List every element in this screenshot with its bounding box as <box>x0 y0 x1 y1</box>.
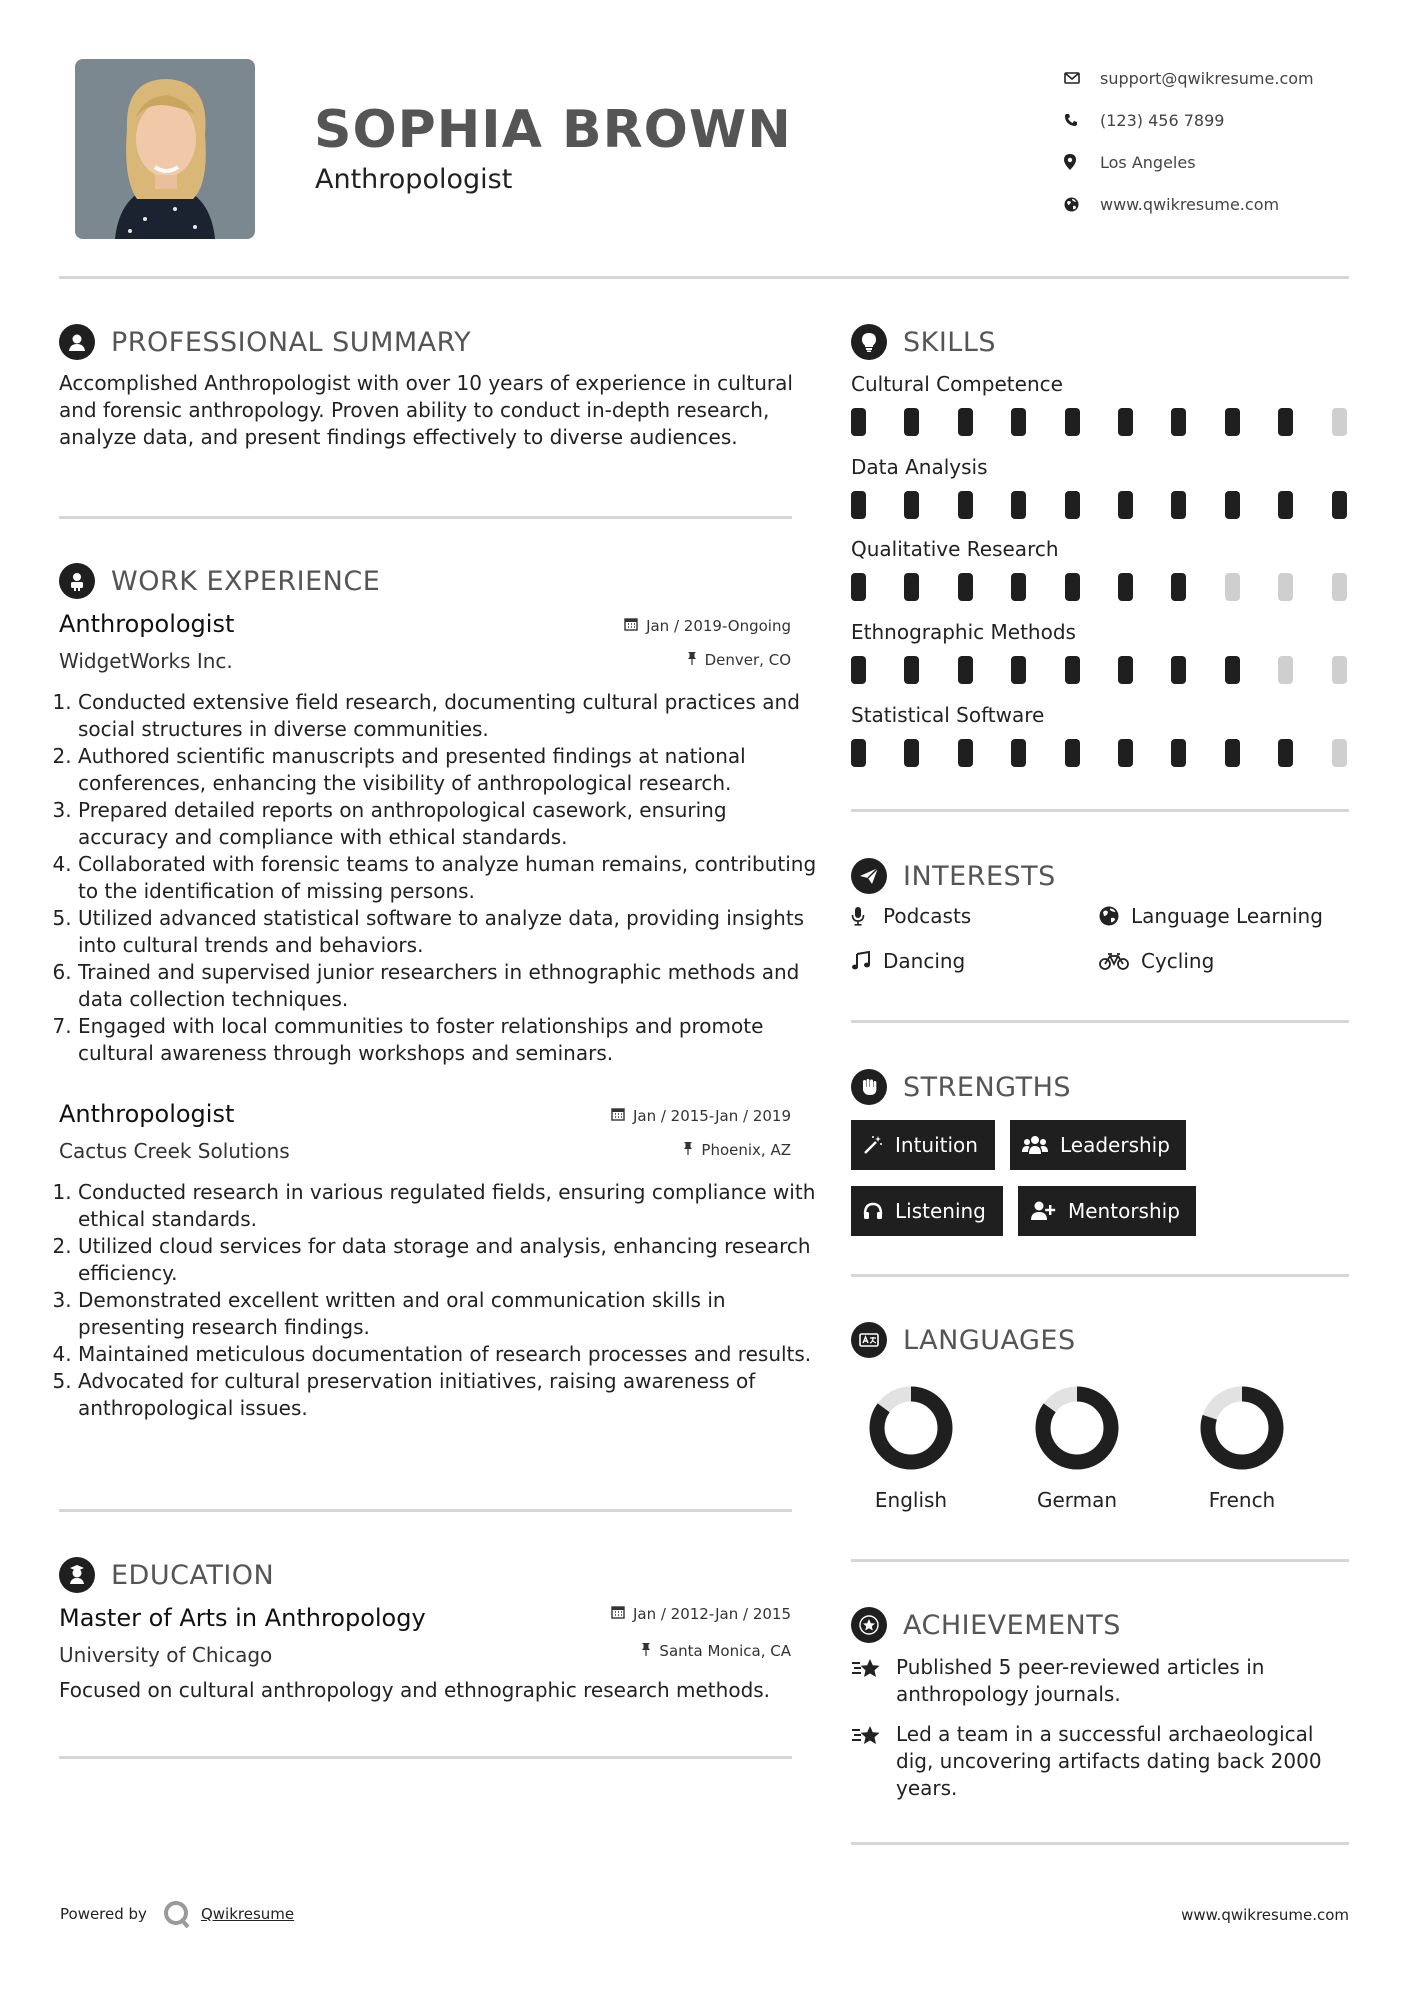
languages-heading-text: LANGUAGES <box>903 1324 1076 1356</box>
skill-level-pip <box>958 656 973 684</box>
interests-heading-text: INTERESTS <box>903 860 1056 892</box>
skill-level-pip <box>1171 573 1186 601</box>
skill-level-pip <box>1278 573 1293 601</box>
contact-location-text: Los Angeles <box>1100 152 1196 172</box>
achievements-heading <box>851 1607 1121 1643</box>
skill-level-pip <box>904 491 919 519</box>
skill-3-name: Qualitative Research <box>851 537 1059 561</box>
skill-level-pip <box>1225 408 1240 436</box>
languages-heading <box>851 1322 1076 1358</box>
skill-level-pip <box>851 573 866 601</box>
language-2-name: German <box>1036 1488 1118 1512</box>
job-2-title: Anthropologist <box>59 1100 235 1128</box>
skill-level-pip <box>958 491 973 519</box>
job-2-location-text: Phoenix, AZ <box>701 1141 791 1159</box>
strength-leadership-label: Leadership <box>1060 1133 1170 1157</box>
language-3-name: French <box>1208 1488 1276 1512</box>
footer-powered-by <box>60 1898 294 1930</box>
shooting-star-icon <box>851 1654 896 1708</box>
languages-divider <box>851 1559 1349 1562</box>
skill-level-pip <box>851 739 866 767</box>
education-heading <box>59 1557 274 1593</box>
skill-level-pip <box>904 408 919 436</box>
strength-listening <box>851 1186 1003 1236</box>
strengths-heading-text: STRENGTHS <box>903 1071 1072 1103</box>
skill-level-pip <box>1171 408 1186 436</box>
list-item: 5. Advocated for cultural preservation initiatives, raising awareness of anthropological issues. <box>78 1368 818 1422</box>
list-item: 4. Maintained meticulous documentation of research processes and results. <box>78 1341 818 1368</box>
experience-divider <box>59 1509 792 1512</box>
strengths-heading <box>851 1069 1071 1105</box>
interest-cycling <box>1099 949 1214 973</box>
skill-level-pip <box>1011 739 1026 767</box>
interest-dancing <box>851 949 965 973</box>
star-badge-icon <box>851 1607 887 1643</box>
interest-podcasts <box>851 904 971 928</box>
headphones-icon <box>863 1201 883 1221</box>
achievement-2 <box>851 1721 1351 1802</box>
skill-level-pip <box>1118 491 1133 519</box>
strength-listening-label: Listening <box>895 1199 986 1223</box>
contact-location <box>1064 141 1314 183</box>
skill-level-pip <box>1332 739 1347 767</box>
globe-icon <box>1099 906 1131 926</box>
strength-mentorship <box>1018 1186 1196 1236</box>
achievements-heading-text: ACHIEVEMENTS <box>903 1609 1121 1641</box>
candidate-title: Anthropologist <box>315 164 513 195</box>
qwikresume-logo-icon <box>161 1898 193 1930</box>
skill-level-pip <box>1118 656 1133 684</box>
strength-mentorship-label: Mentorship <box>1068 1199 1180 1223</box>
education-description: Focused on cultural anthropology and ethnographic research methods. <box>59 1678 771 1702</box>
profile-photo <box>75 59 255 239</box>
job-2-location <box>480 1141 791 1159</box>
education-degree: Master of Arts in Anthropology <box>59 1604 426 1632</box>
skill-level-pip <box>904 573 919 601</box>
skill-level-pip <box>1332 573 1347 601</box>
job-2-company: Cactus Creek Solutions <box>59 1139 290 1163</box>
skill-level-pip <box>1278 491 1293 519</box>
skill-level-pip <box>1011 408 1026 436</box>
job-1-dates-text: Jan / 2019-Ongoing <box>646 617 791 635</box>
magic-wand-icon <box>863 1135 883 1155</box>
experience-heading-text: WORK EXPERIENCE <box>111 565 381 597</box>
achievement-2-text: Led a team in a successful archaeological dig, uncovering artifacts dating back 2000 years. <box>896 1722 1322 1800</box>
list-item: 3. Prepared detailed reports on anthropological casework, ensuring accuracy and compliance with ethical standards. <box>78 797 818 851</box>
calendar-icon <box>611 1107 633 1125</box>
skill-level-pip <box>851 656 866 684</box>
strengths-divider <box>851 1274 1349 1277</box>
interest-podcasts-label: Podcasts <box>883 904 972 928</box>
skill-level-pip <box>958 739 973 767</box>
skill-level-pip <box>1225 739 1240 767</box>
skills-heading <box>851 324 996 360</box>
fist-icon <box>851 1069 887 1105</box>
contact-list <box>1064 57 1314 225</box>
strength-intuition <box>851 1120 995 1170</box>
skill-level-pip <box>1278 739 1293 767</box>
skill-2-bar <box>851 491 1351 519</box>
summary-divider <box>59 516 792 519</box>
language-2-donut <box>1034 1385 1120 1471</box>
job-2-dates <box>480 1107 791 1125</box>
language-3-donut <box>1199 1385 1285 1471</box>
interest-language-learning <box>1099 904 1323 928</box>
candidate-name: SOPHIA BROWN <box>314 100 792 160</box>
experience-heading <box>59 563 380 599</box>
skill-level-pip <box>1332 408 1347 436</box>
bicycle-icon <box>1099 952 1141 970</box>
skill-5-bar <box>851 739 1351 767</box>
microphone-icon <box>851 906 883 926</box>
skill-level-pip <box>1011 656 1026 684</box>
contact-email[interactable] <box>1064 57 1314 99</box>
skill-level-pip <box>1065 491 1080 519</box>
list-item: 1. Conducted extensive field research, documenting cultural practices and social structures in diverse communities. <box>78 689 818 743</box>
skills-divider <box>851 809 1349 812</box>
job-2-dates-text: Jan / 2015-Jan / 2019 <box>632 1107 791 1125</box>
skills-heading-text: SKILLS <box>903 326 997 358</box>
skill-level-pip <box>958 573 973 601</box>
skill-level-pip <box>1171 656 1186 684</box>
calendar-icon <box>624 617 646 635</box>
summary-heading-text: PROFESSIONAL SUMMARY <box>111 326 472 358</box>
phone-icon <box>1064 113 1100 127</box>
list-item: 7. Engaged with local communities to foster relationships and promote cultural awareness through workshops and seminars. <box>78 1013 818 1067</box>
skill-level-pip <box>904 656 919 684</box>
map-pin-icon <box>1064 154 1100 170</box>
skill-level-pip <box>1225 573 1240 601</box>
list-item: 4. Collaborated with forensic teams to analyze human remains, contributing to the identification of missing persons. <box>78 851 818 905</box>
contact-website[interactable] <box>1064 183 1314 225</box>
interest-dancing-label: Dancing <box>883 949 966 973</box>
header-divider <box>59 276 1349 279</box>
interests-heading <box>851 858 1056 894</box>
job-1-location <box>480 651 791 669</box>
strength-intuition-label: Intuition <box>895 1133 978 1157</box>
list-item: 2. Utilized cloud services for data storage and analysis, enhancing research efficiency. <box>78 1233 818 1287</box>
graduate-icon <box>59 1557 95 1593</box>
achievements-divider <box>851 1842 1349 1845</box>
skill-level-pip <box>904 739 919 767</box>
job-2-bullets <box>60 1179 818 1422</box>
skill-level-pip <box>1118 739 1133 767</box>
achievement-1-text: Published 5 peer-reviewed articles in anthropology journals. <box>896 1655 1265 1706</box>
skill-3-bar <box>851 573 1351 601</box>
powered-by-text: Powered by <box>60 1905 147 1923</box>
skill-4-bar <box>851 656 1351 684</box>
language-icon <box>851 1322 887 1358</box>
list-item: 1. Conducted research in various regulated fields, ensuring compliance with ethical standards. <box>78 1179 818 1233</box>
footer-site[interactable]: www.qwikresume.com <box>1181 1906 1349 1924</box>
education-location-text: Santa Monica, CA <box>659 1642 791 1660</box>
contact-website-text: www.qwikresume.com <box>1100 194 1280 214</box>
pushpin-icon <box>687 651 705 669</box>
user-circle-icon <box>59 324 95 360</box>
interests-divider <box>851 1020 1349 1023</box>
skill-level-pip <box>1065 573 1080 601</box>
education-heading-text: EDUCATION <box>111 1559 275 1591</box>
education-school: University of Chicago <box>59 1643 273 1667</box>
education-dates <box>480 1605 791 1623</box>
contact-email-text: support@qwikresume.com <box>1100 68 1314 88</box>
skill-level-pip <box>1011 573 1026 601</box>
interest-language-learning-label: Language Learning <box>1131 904 1323 928</box>
skill-level-pip <box>851 491 866 519</box>
education-location <box>480 1642 791 1660</box>
job-1-dates <box>480 617 791 635</box>
contact-phone[interactable] <box>1064 99 1314 141</box>
contact-phone-text: (123) 456 7899 <box>1100 110 1225 130</box>
skill-level-pip <box>958 408 973 436</box>
list-item: 3. Demonstrated excellent written and oral communication skills in presenting research findings. <box>78 1287 818 1341</box>
skill-level-pip <box>1011 491 1026 519</box>
language-1-donut <box>868 1385 954 1471</box>
skill-level-pip <box>1171 491 1186 519</box>
skill-5-name: Statistical Software <box>851 703 1045 727</box>
lightbulb-icon <box>851 324 887 360</box>
strength-leadership <box>1010 1120 1186 1170</box>
skill-level-pip <box>1065 739 1080 767</box>
skill-level-pip <box>1118 408 1133 436</box>
skill-level-pip <box>1225 656 1240 684</box>
skill-2-name: Data Analysis <box>851 455 988 479</box>
globe-icon <box>1064 197 1100 212</box>
education-divider <box>59 1756 792 1759</box>
education-dates-text: Jan / 2012-Jan / 2015 <box>632 1605 791 1623</box>
summary-text: Accomplished Anthropologist with over 10 years of experience in cultural and forensic anthropology. Proven ability to conduct in-depth research, analyze data, and present findings effectively to diverse audiences. <box>59 371 793 449</box>
music-note-icon <box>851 951 883 971</box>
envelope-icon <box>1064 72 1100 84</box>
skill-level-pip <box>851 408 866 436</box>
skill-1-bar <box>851 408 1351 436</box>
list-item: 6. Trained and supervised junior researchers in ethnographic methods and data collection techniques. <box>78 959 818 1013</box>
qwikresume-link[interactable]: Qwikresume <box>200 1905 295 1923</box>
skill-level-pip <box>1278 656 1293 684</box>
achievement-1 <box>851 1654 1351 1708</box>
list-item: 2. Authored scientific manuscripts and presented findings at national conferences, enhancing the visibility of anthropological research. <box>78 743 818 797</box>
skill-level-pip <box>1065 408 1080 436</box>
skill-level-pip <box>1065 656 1080 684</box>
interest-cycling-label: Cycling <box>1141 949 1215 973</box>
summary-heading <box>59 324 471 360</box>
users-icon <box>1022 1135 1048 1155</box>
calendar-icon <box>611 1605 633 1623</box>
paper-plane-icon <box>851 858 887 894</box>
skill-level-pip <box>1278 408 1293 436</box>
list-item: 5. Utilized advanced statistical software to analyze data, providing insights into cultural trends and behaviors. <box>78 905 818 959</box>
job-1-location-text: Denver, CO <box>704 651 791 669</box>
skill-level-pip <box>1332 656 1347 684</box>
skill-level-pip <box>1332 491 1347 519</box>
skill-level-pip <box>1171 739 1186 767</box>
skill-level-pip <box>1118 573 1133 601</box>
shooting-star-icon <box>851 1721 896 1802</box>
job-1-bullets <box>60 689 818 1067</box>
language-1-name: English <box>874 1488 948 1512</box>
pushpin-icon <box>641 1642 659 1660</box>
briefcase-user-icon <box>59 563 95 599</box>
pushpin-icon <box>683 1141 701 1159</box>
skill-level-pip <box>1225 491 1240 519</box>
job-1-company: WidgetWorks Inc. <box>59 649 233 673</box>
user-plus-icon <box>1030 1201 1056 1221</box>
skill-1-name: Cultural Competence <box>851 372 1063 396</box>
job-1-title: Anthropologist <box>59 610 235 638</box>
skill-4-name: Ethnographic Methods <box>851 620 1076 644</box>
